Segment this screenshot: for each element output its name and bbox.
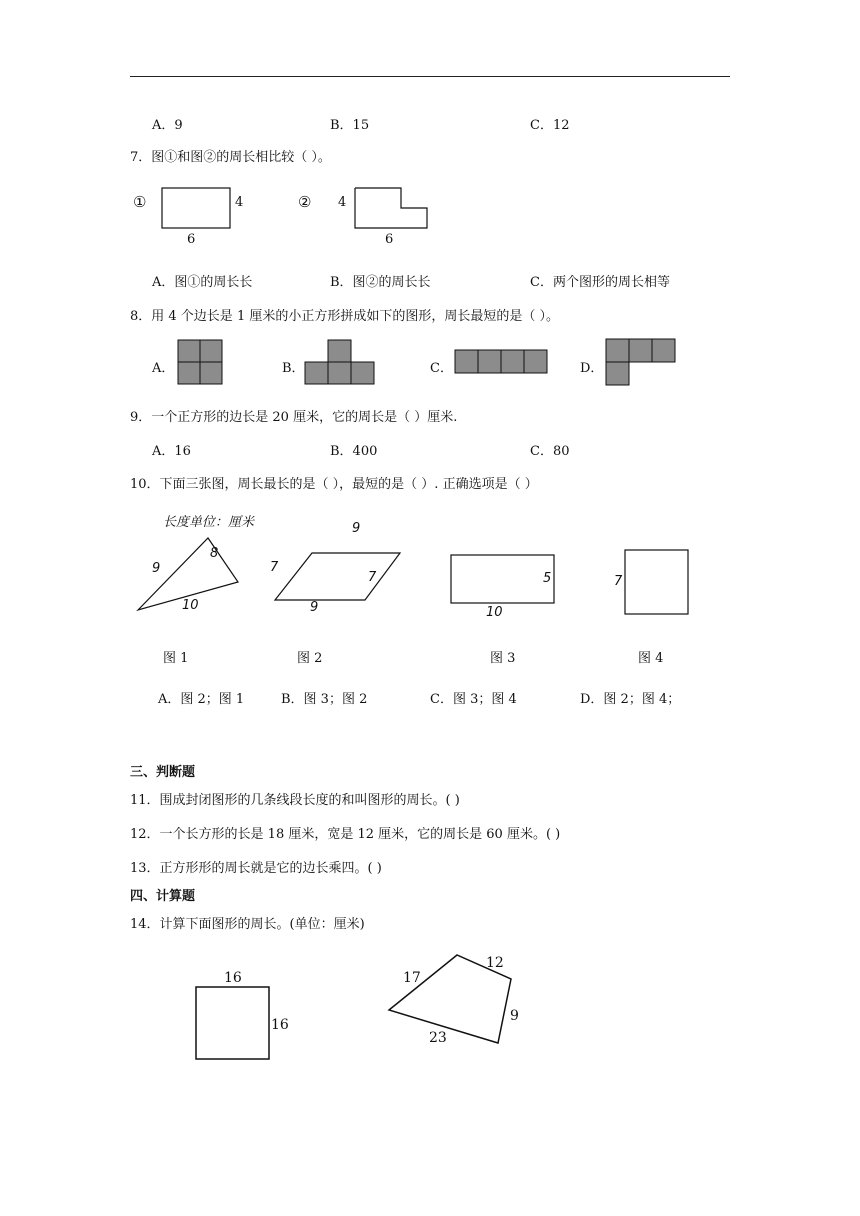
q6-option-b[interactable]: B．15 (330, 118, 370, 133)
q10-fig2-caption: 图 2 (297, 651, 323, 666)
q10-figures (130, 510, 710, 670)
q7-fig1-bottom: 6 (187, 232, 196, 247)
q7-fig2-bottom: 6 (385, 232, 394, 247)
q14-square-right: 16 (271, 1017, 289, 1033)
q7-fig1-side: 4 (235, 195, 244, 210)
q14-square (196, 987, 269, 1059)
q9-option-b[interactable]: B．400 (330, 444, 378, 459)
q14-quad-side4: 23 (429, 1030, 447, 1046)
q14-quad-side1: 17 (403, 970, 421, 986)
q14-quad-side2: 12 (486, 955, 504, 971)
q10-fig1-side2: 8 (210, 546, 219, 561)
q10-option-b[interactable]: B．图 3；图 2 (281, 692, 368, 707)
q14-stem: 14．计算下面图形的周长。(单位：厘米) (130, 917, 365, 932)
q10-fig2-bottom: 9 (310, 600, 319, 615)
q7-figures (125, 180, 445, 250)
q6-option-c[interactable]: C．12 (530, 118, 570, 133)
q10-fig4-square (625, 550, 688, 614)
q10-option-a[interactable]: A．图 2；图 1 (158, 692, 245, 707)
q10-fig1-side3: 10 (182, 598, 199, 613)
q7-option-c[interactable]: C．两个图形的周长相等 (530, 275, 670, 290)
q9-option-a[interactable]: A．16 (152, 444, 191, 459)
q14-figures (180, 945, 540, 1070)
q10-fig3-rect (451, 555, 554, 603)
q10-fig4-caption: 图 4 (638, 651, 664, 666)
q7-fig1-marker: ① (133, 193, 147, 211)
q10-fig2-right: 7 (368, 570, 377, 585)
q10-fig2-left: 7 (270, 560, 279, 575)
q10-option-c[interactable]: C．图 3；图 4 (430, 692, 517, 707)
q10-fig4-left: 7 (614, 574, 623, 589)
q14-quad-side3: 9 (510, 1008, 519, 1024)
q13-stem: 13．正方形形的周长就是它的边长乘四。( ) (130, 861, 382, 876)
q10-fig3-caption: 图 3 (490, 651, 516, 666)
q8-option-c[interactable]: C． (430, 361, 453, 376)
section-4-heading: 四、计算题 (130, 889, 196, 904)
q11-stem: 11．围成封闭图形的几条线段长度的和叫图形的周长。( ) (130, 793, 460, 808)
q8-figures (170, 335, 690, 390)
q9-option-c[interactable]: C．80 (530, 444, 570, 459)
q8-stem: 8．用 4 个边长是 1 厘米的小正方形拼成如下的图形，周长最短的是（ ）。 (130, 309, 559, 324)
q7-fig2-marker: ② (298, 193, 312, 211)
q7-option-a[interactable]: A．图①的周长长 (152, 275, 253, 290)
q10-fig2-parallelogram (275, 553, 400, 600)
q7-fig2-shape (355, 188, 427, 228)
q10-fig2-top: 9 (352, 521, 361, 536)
q8-option-d[interactable]: D． (580, 361, 604, 376)
q10-stem: 10．下面三张图，周长最长的是（ ），最短的是（ ）. 正确选项是（ ） (130, 477, 538, 492)
q7-fig2-side: 4 (338, 195, 347, 210)
q7-fig1-rect (162, 188, 230, 228)
section-3-heading: 三、判断题 (130, 765, 196, 780)
q8-option-a[interactable]: A． (152, 361, 175, 376)
header-rule (130, 76, 730, 77)
q10-unit-label: 长度单位：厘米 (163, 515, 255, 530)
q12-stem: 12．一个长方形的长是 18 厘米，宽是 12 厘米，它的周长是 60 厘米。( ) (130, 827, 561, 842)
q7-stem: 7．图①和图②的周长相比较（ ）。 (130, 150, 331, 165)
q9-stem: 9．一个正方形的边长是 20 厘米，它的周长是（ ）厘米. (130, 410, 458, 425)
q7-option-b[interactable]: B．图②的周长长 (330, 275, 431, 290)
q14-square-top: 16 (224, 970, 242, 986)
q8-option-b[interactable]: B． (282, 361, 305, 376)
q10-fig1-caption: 图 1 (163, 651, 189, 666)
q10-fig3-right: 5 (543, 571, 552, 586)
q10-fig1-side1: 9 (152, 561, 161, 576)
q10-fig3-bottom: 10 (486, 605, 503, 620)
q6-option-a[interactable]: A．9 (152, 118, 183, 133)
q10-option-d[interactable]: D．图 2；图 4； (580, 692, 681, 707)
